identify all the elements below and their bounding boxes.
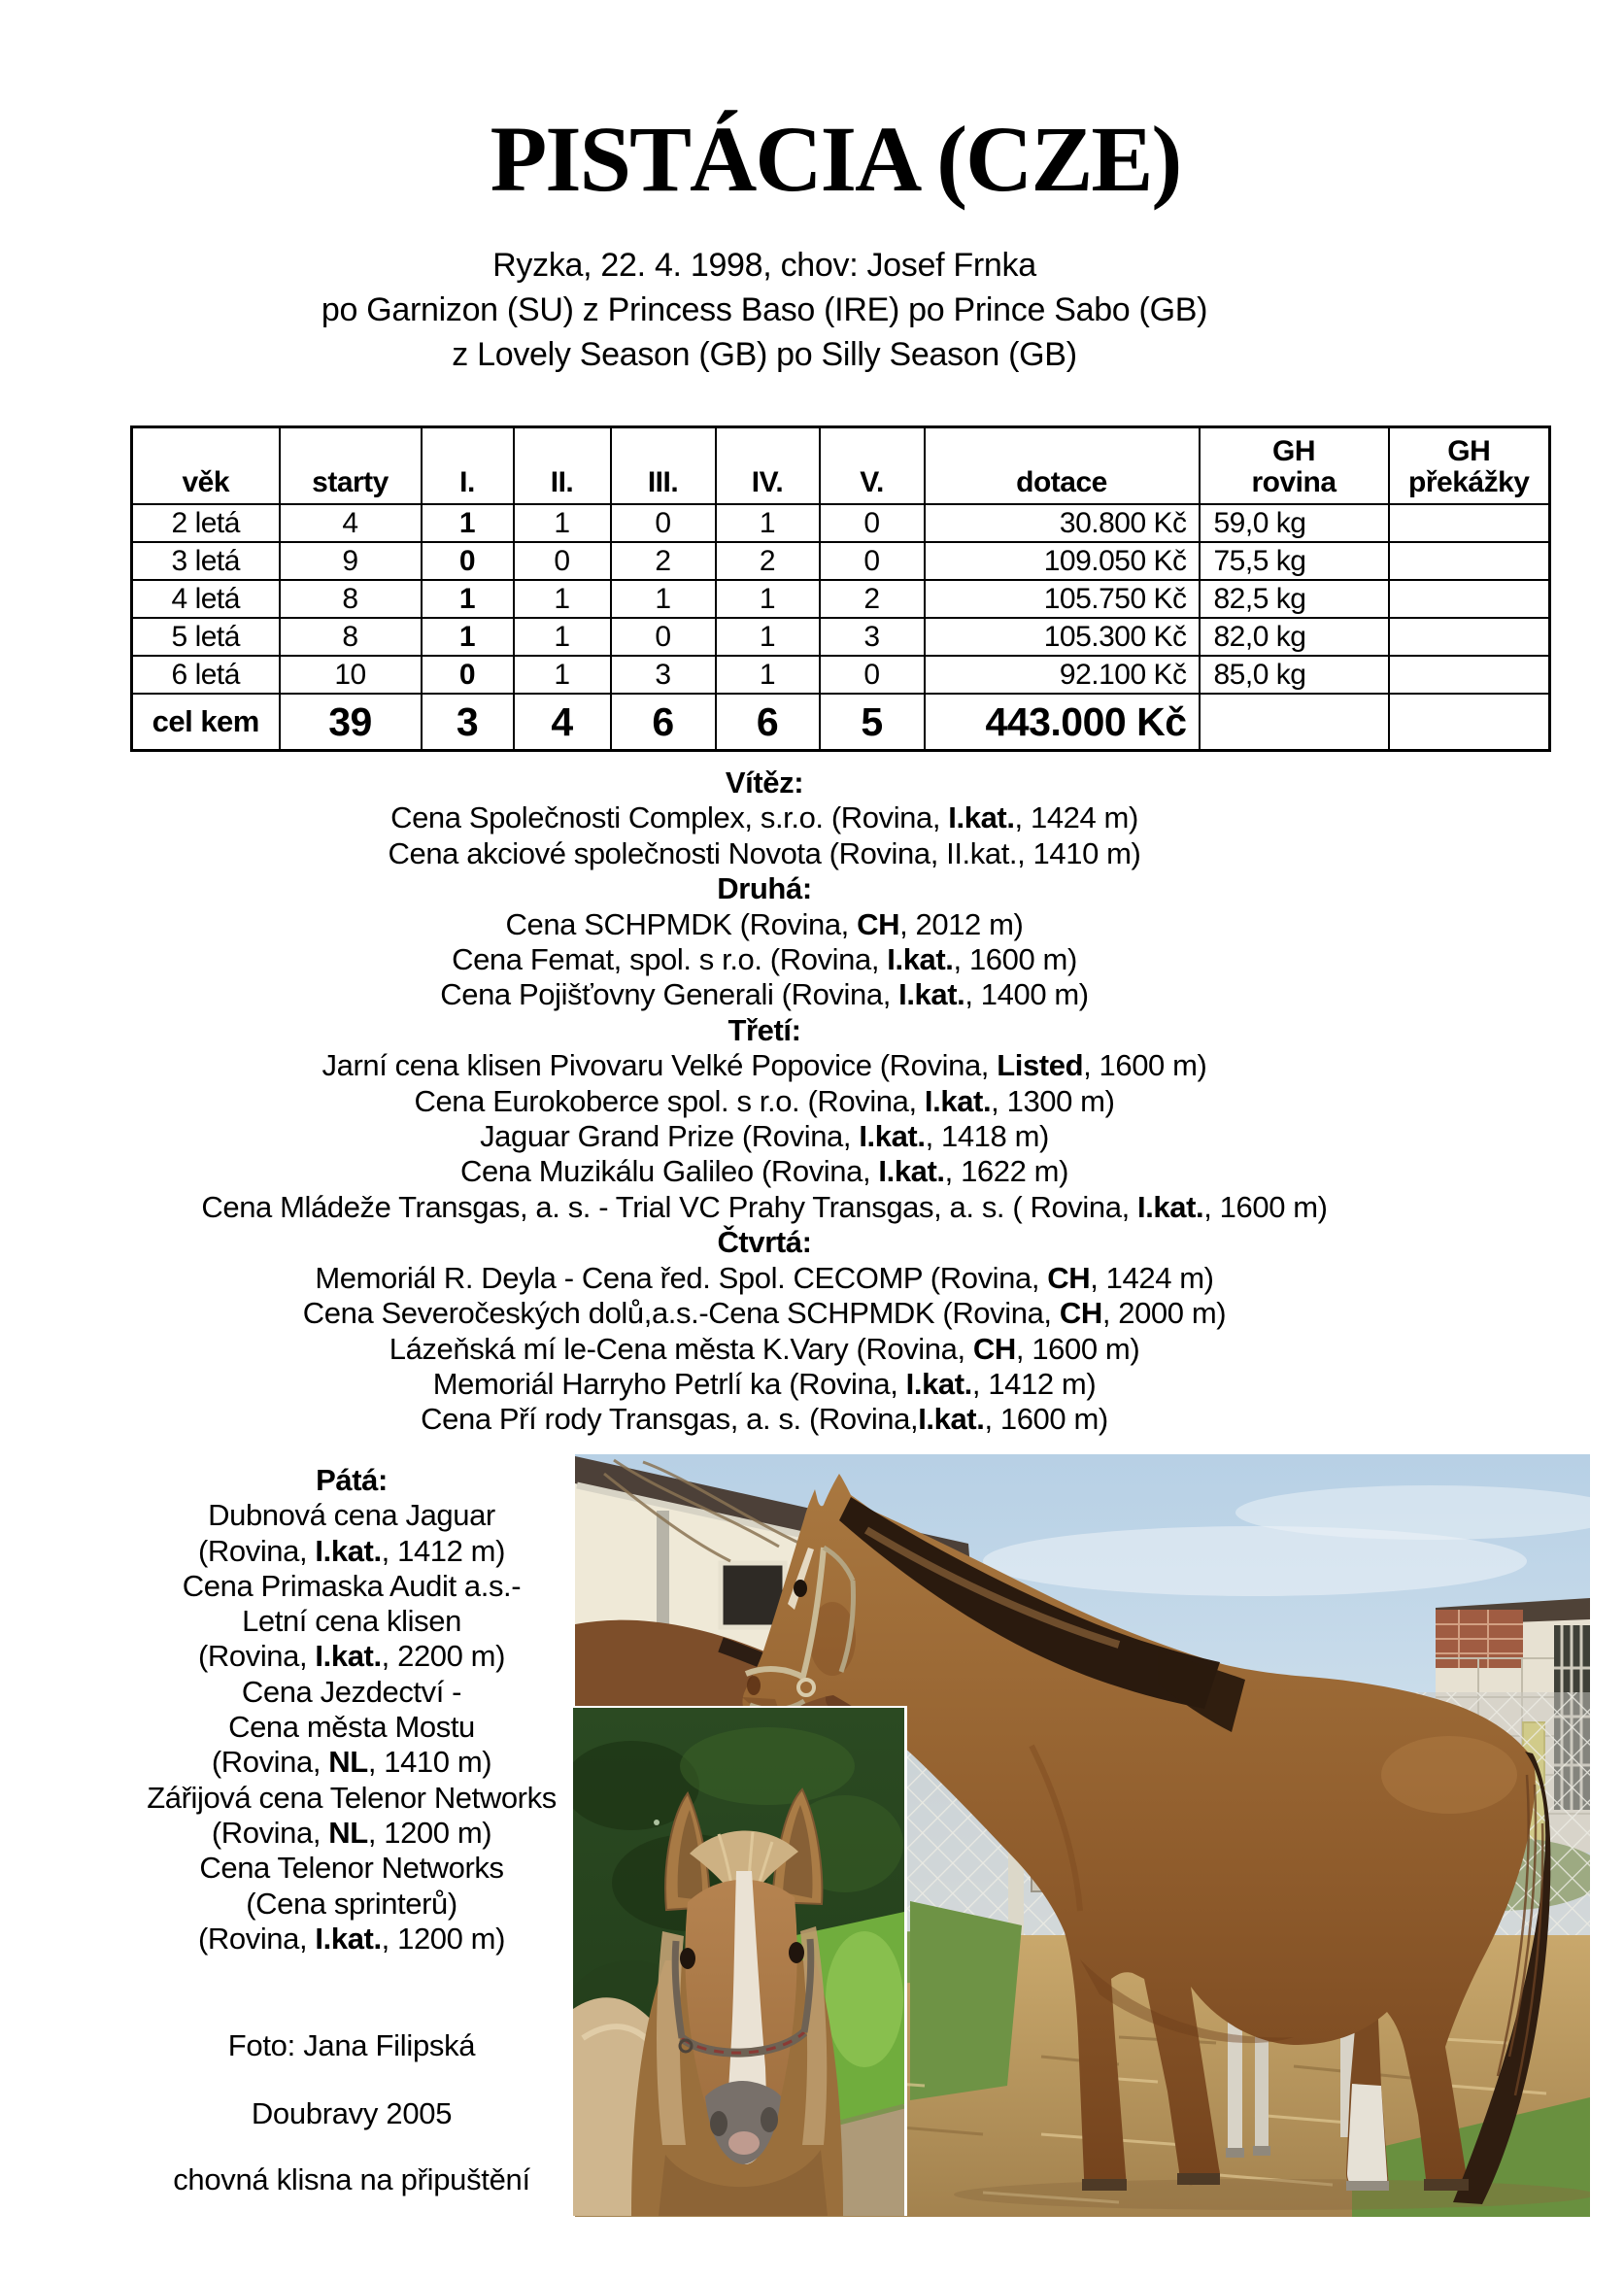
race-text: , 1600 m): [1083, 1048, 1207, 1083]
race-category: CH: [972, 1331, 1016, 1366]
race-text: , 1600 m): [953, 942, 1077, 977]
cell-starty: 10: [280, 656, 422, 694]
cell-first: 1: [422, 504, 514, 542]
gh-prekazky-line2: překážky: [1408, 466, 1530, 498]
cell-fifth: 2: [820, 580, 925, 618]
cell-third: 3: [611, 656, 716, 694]
race-category: I.kat.: [924, 1083, 992, 1118]
cell-gh-prekazky: [1389, 618, 1550, 656]
race-result-line: [0, 800, 1529, 835]
race-result-line: [60, 1534, 643, 1569]
cell-starty: 9: [280, 542, 422, 580]
race-category: I.kat.: [948, 800, 1015, 835]
photo-horse-head-closeup: [573, 1706, 907, 2216]
pedigree-line-sire: po Garnizon (SU) z Princess Baso (IRE) po Prince Sabo (GB): [321, 291, 1208, 328]
race-category: CH: [1059, 1296, 1102, 1331]
race-text: Cena města Mostu: [228, 1710, 475, 1745]
race-text: Cena SCHPMDK (Rovina,: [505, 906, 858, 941]
race-text: (Rovina,: [197, 1921, 316, 1956]
race-text: Cena Jezdectví -: [241, 1674, 462, 1709]
cell-second: 1: [514, 580, 611, 618]
cell-gh-rovina: 59,0 kg: [1200, 504, 1389, 542]
cell-vek: 4 letá: [132, 580, 280, 618]
section-heading-pata: Pátá:: [316, 1463, 388, 1497]
cell-fourth: 1: [716, 656, 820, 694]
race-category: I.kat.: [315, 1921, 382, 1956]
race-text: , 1300 m): [991, 1083, 1115, 1118]
table-row: [132, 656, 1550, 694]
col-header-first: I.: [422, 427, 514, 505]
race-text: , 1424 m): [1090, 1260, 1214, 1295]
cell-dotace: 105.300 Kč: [925, 618, 1200, 656]
cell-dotace: 105.750 Kč: [925, 580, 1200, 618]
cell-fourth: 2: [716, 542, 820, 580]
cell-starty: 8: [280, 580, 422, 618]
col-header-vek: věk: [132, 427, 280, 505]
race-category: I.kat.: [905, 1366, 972, 1401]
race-text: Cena akciové společnosti Novota (Rovina, II.kat., 1410 m): [388, 835, 1141, 870]
race-result-line: [0, 1332, 1529, 1367]
cell-dotace: 109.050 Kč: [925, 542, 1200, 580]
table-total-row: [132, 694, 1550, 751]
race-text: , 1622 m): [944, 1154, 1069, 1189]
race-text: Cena Telenor Networks: [199, 1851, 504, 1886]
race-category: I.kat.: [878, 1154, 945, 1189]
cell-third: 0: [611, 504, 716, 542]
cell-total-third: 6: [611, 694, 716, 751]
race-result-line: [60, 1569, 643, 1604]
race-text: (Rovina,: [197, 1533, 316, 1568]
race-result-line: [0, 1402, 1529, 1437]
race-text: Cena Pojišťovny Generali (Rovina,: [440, 977, 899, 1012]
race-result-line: [60, 1781, 643, 1816]
cell-fifth: 3: [820, 618, 925, 656]
race-result-line: [60, 1710, 643, 1745]
race-text: , 1418 m): [925, 1119, 1049, 1154]
cell-first: 0: [422, 542, 514, 580]
cell-gh-prekazky: [1389, 504, 1550, 542]
race-text: (Rovina,: [211, 1815, 329, 1850]
race-result-line: [60, 1498, 643, 1533]
race-result-line: [60, 1675, 643, 1710]
race-category: I.kat.: [315, 1533, 382, 1568]
cell-gh-rovina: 82,0 kg: [1200, 618, 1389, 656]
cell-third: 1: [611, 580, 716, 618]
race-text: Cena Pří rody Transgas, a. s. (Rovina,: [421, 1402, 919, 1437]
location-year-note: Doubravy 2005: [251, 2096, 453, 2130]
race-result-line: [0, 1190, 1529, 1225]
race-result-line: [0, 942, 1529, 977]
photo-credit: Foto: Jana Filipská: [227, 2028, 476, 2062]
race-text: Jarní cena klisen Pivovaru Velké Popovice (Rovina,: [321, 1048, 998, 1083]
race-text: (Rovina,: [197, 1639, 316, 1674]
race-text: Cena Severočeských dolů,a.s.-Cena SCHPMDK (Rovina,: [302, 1296, 1060, 1331]
race-text: Zářijová cena Telenor Networks: [147, 1780, 557, 1815]
race-text: , 1424 m): [1014, 800, 1138, 835]
cell-second: 0: [514, 542, 611, 580]
table-row: [132, 580, 1550, 618]
race-result-line: [0, 907, 1529, 942]
race-result-line: [0, 977, 1529, 1012]
race-category: CH: [1047, 1260, 1091, 1295]
cell-gh-prekazky: [1389, 542, 1550, 580]
race-text: , 1412 m): [971, 1366, 1097, 1401]
cell-gh-prekazky: [1389, 580, 1550, 618]
cell-fourth: 1: [716, 580, 820, 618]
race-text: Cena Primaska Audit a.s.-: [182, 1568, 522, 1603]
section-heading-treti: Třetí:: [727, 1012, 801, 1047]
race-category: I.kat.: [859, 1119, 926, 1154]
race-category: CH: [857, 906, 900, 941]
race-result-line: [60, 1639, 643, 1674]
cell-fourth: 1: [716, 618, 820, 656]
race-statistics-table: [130, 425, 1551, 752]
race-result-line: [60, 1816, 643, 1851]
race-category: I.kat.: [918, 1402, 985, 1437]
section-heading-vitez: Vítěz:: [725, 766, 804, 800]
race-text: Memoriál R. Deyla - Cena řed. Spol. CECOMP (Rovina,: [315, 1260, 1048, 1295]
race-category: I.kat.: [315, 1639, 382, 1674]
col-header-third: III.: [611, 427, 716, 505]
race-text: Cena Femat, spol. s r.o. (Rovina,: [452, 942, 888, 977]
race-category: NL: [328, 1745, 368, 1780]
race-text: Cena Eurokoberce spol. s r.o. (Rovina,: [414, 1083, 925, 1118]
race-text: Dubnová cena Jaguar: [208, 1498, 495, 1533]
cell-starty: 8: [280, 618, 422, 656]
race-text: (Rovina,: [211, 1745, 329, 1780]
race-text: , 1410 m): [367, 1745, 492, 1780]
race-text: Cena Muzikálu Galileo (Rovina,: [459, 1154, 879, 1189]
cell-fifth: 0: [820, 504, 925, 542]
table-row: [132, 542, 1550, 580]
race-text: , 1600 m): [1203, 1189, 1328, 1224]
race-result-line: [0, 1367, 1529, 1402]
race-result-line: [0, 1119, 1529, 1154]
race-text: , 1200 m): [367, 1815, 492, 1850]
race-text: Cena Mládeže Transgas, a. s. - Trial VC Prahy Transgas, a. s. ( Rovina,: [201, 1189, 1137, 1224]
gh-prekazky-line1: GH: [1447, 435, 1491, 467]
results-sections: [0, 766, 1529, 1438]
race-text: , 2012 m): [899, 906, 1024, 941]
race-text: , 1600 m): [984, 1402, 1108, 1437]
col-header-starty: starty: [280, 427, 422, 505]
race-text: , 2200 m): [381, 1639, 506, 1674]
race-result-line: [0, 1154, 1529, 1189]
race-text: Cena Společnosti Complex, s.r.o. (Rovina,: [390, 800, 949, 835]
col-header-fifth: V.: [820, 427, 925, 505]
cell-dotace: 92.100 Kč: [925, 656, 1200, 694]
cell-first: 1: [422, 618, 514, 656]
cell-total-fifth: 5: [820, 694, 925, 751]
cell-gh-prekazky: [1389, 656, 1550, 694]
col-header-gh-prekazky: [1389, 427, 1550, 505]
race-text: , 1400 m): [964, 977, 1089, 1012]
col-header-fourth: IV.: [716, 427, 820, 505]
section-heading-ctvrta: Čtvrtá:: [717, 1225, 812, 1260]
cell-first: 1: [422, 580, 514, 618]
race-text: , 1600 m): [1015, 1331, 1140, 1366]
cell-total-dotace: 443.000 Kč: [925, 694, 1200, 751]
race-category: I.kat.: [898, 977, 965, 1012]
race-result-line: [0, 1048, 1529, 1083]
cell-vek: 2 letá: [132, 504, 280, 542]
cell-fifth: 0: [820, 542, 925, 580]
race-result-line: [0, 1261, 1529, 1296]
cell-total-second: 4: [514, 694, 611, 751]
col-header-gh-rovina: [1200, 427, 1389, 505]
section-heading-druha: Druhá:: [717, 871, 812, 906]
race-text: Memoriál Harryho Petrlí ka (Rovina,: [432, 1366, 906, 1401]
cell-starty: 4: [280, 504, 422, 542]
col-header-second: II.: [514, 427, 611, 505]
race-text: Jaguar Grand Prize (Rovina,: [480, 1119, 860, 1154]
cell-third: 0: [611, 618, 716, 656]
gh-rovina-line2: rovina: [1251, 466, 1336, 498]
cell-gh-rovina: 85,0 kg: [1200, 656, 1389, 694]
race-category: Listed: [997, 1048, 1084, 1083]
cell-fifth: 0: [820, 656, 925, 694]
race-result-line: [60, 1922, 643, 1957]
race-text: (Cena sprinterů): [246, 1886, 457, 1921]
cell-gh-rovina: 82,5 kg: [1200, 580, 1389, 618]
cell-second: 1: [514, 504, 611, 542]
race-result-line: [0, 1084, 1529, 1119]
table-header-row: [132, 427, 1550, 505]
race-result-line: [0, 1296, 1529, 1331]
cell-dotace: 30.800 Kč: [925, 504, 1200, 542]
race-text: Lázeňská mí le-Cena města K.Vary (Rovina,: [389, 1331, 973, 1366]
cell-total-gh-rovina: [1200, 694, 1389, 751]
race-category: NL: [328, 1815, 368, 1850]
cell-third: 2: [611, 542, 716, 580]
cell-total-label: cel kem: [132, 694, 280, 751]
race-text: , 2000 m): [1101, 1296, 1227, 1331]
table-row: [132, 618, 1550, 656]
race-text: , 1412 m): [381, 1533, 506, 1568]
race-result-line: [60, 1604, 643, 1639]
pedigree-block: [0, 243, 1529, 377]
cell-total-fourth: 6: [716, 694, 820, 751]
race-text: , 1200 m): [381, 1921, 506, 1956]
cell-vek: 6 letá: [132, 656, 280, 694]
cell-vek: 5 letá: [132, 618, 280, 656]
cell-total-gh-prekazky: [1389, 694, 1550, 751]
race-result-line: [0, 836, 1529, 871]
cell-fourth: 1: [716, 504, 820, 542]
race-text: Letní cena klisen: [242, 1604, 461, 1639]
race-category: I.kat.: [887, 942, 954, 977]
pedigree-line-dam: z Lovely Season (GB) po Silly Season (GB): [452, 336, 1077, 373]
cell-first: 0: [422, 656, 514, 694]
page-title: PISTÁCIA (CZE): [490, 107, 1181, 212]
cell-gh-rovina: 75,5 kg: [1200, 542, 1389, 580]
race-category: I.kat.: [1137, 1189, 1204, 1224]
cell-total-starty: 39: [280, 694, 422, 751]
col-header-dotace: dotace: [925, 427, 1200, 505]
cell-second: 1: [514, 656, 611, 694]
gh-rovina-line1: GH: [1272, 435, 1315, 467]
cell-vek: 3 letá: [132, 542, 280, 580]
race-result-line: [60, 1851, 643, 1886]
cell-second: 1: [514, 618, 611, 656]
race-result-line: [60, 1745, 643, 1780]
fifth-place-section: [60, 1463, 643, 1957]
table-row: [132, 504, 1550, 542]
breeding-status-note: chovná klisna na připuštění: [173, 2162, 530, 2196]
pedigree-line-birth: Ryzka, 22. 4. 1998, chov: Josef Frnka: [492, 247, 1036, 284]
race-result-line: [60, 1887, 643, 1922]
cell-total-first: 3: [422, 694, 514, 751]
